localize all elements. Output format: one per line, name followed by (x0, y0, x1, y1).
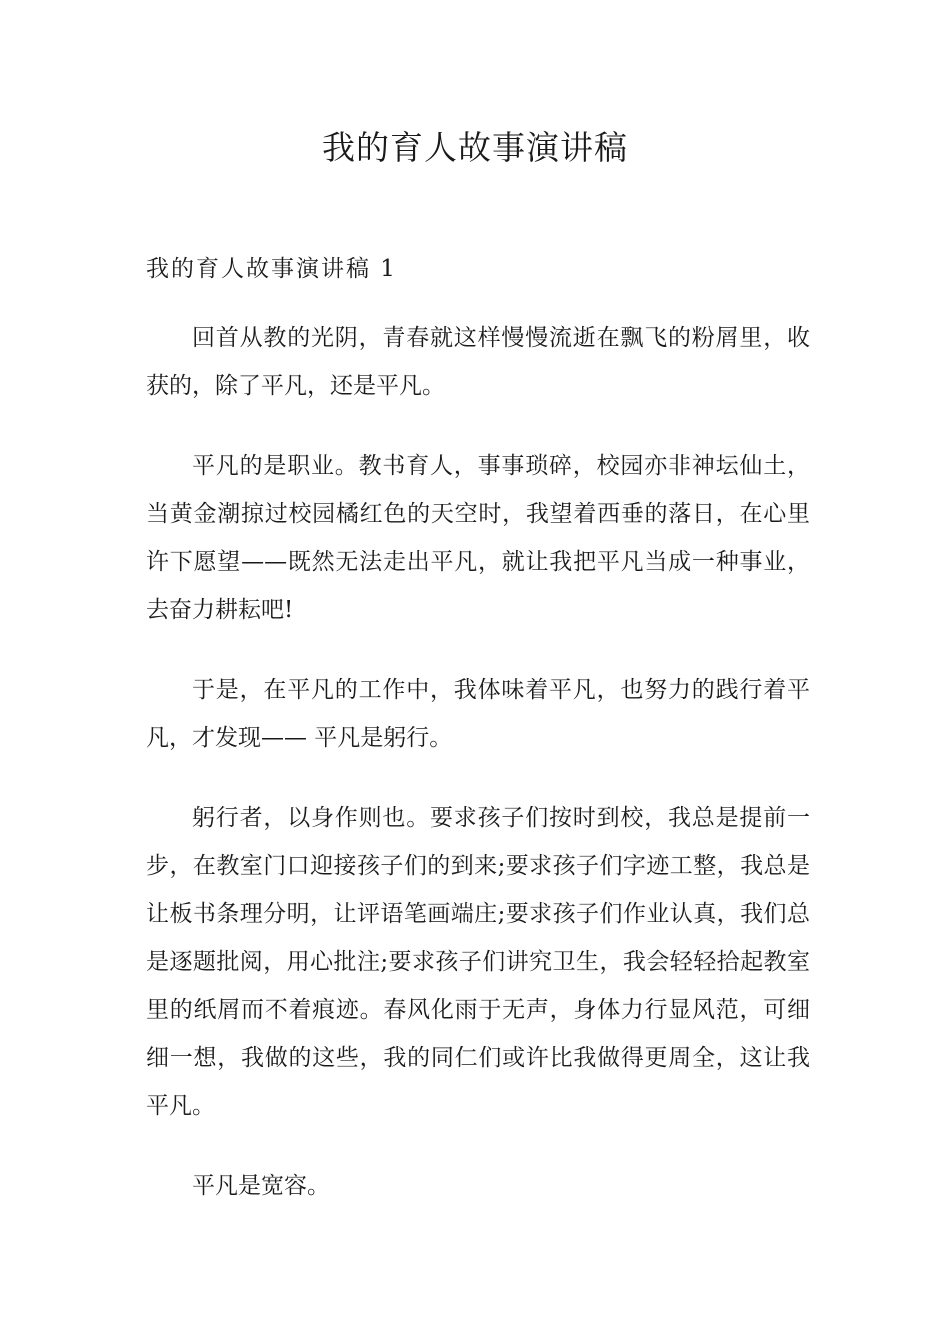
paragraph-5: 平凡是宽容。 (192, 1173, 330, 1199)
paragraph-2: 平凡的是职业。教书育人，事事琐碎，校园亦非神坛仙土，当黄金潮掠过校园橘红色的天空时，我望着西垂的落日，在心里许下愿望——既然无法走出平凡，就让我把平凡当成一种事业，去奋力耕耘吧! (146, 453, 810, 623)
paragraph-1: 回首从教的光阴，青春就这样慢慢流逝在飘飞的粉屑里，收获的，除了平凡，还是平凡。 (146, 325, 810, 399)
paragraph-4: 躬行者，以身作则也。要求孩子们按时到校，我总是提前一步，在教室门口迎接孩子们的到来;要求孩子们字迹工整，我总是让板书条理分明，让评语笔画端庄;要求孩子们作业认真，我们总是逐题批阅，用心批注;要求孩子们讲究卫生，我会轻轻拾起教室里的纸屑而不着痕迹。春风化雨于无声，身体力行显风范，可细细一想，我做的这些，我的同仁们或许比我做得更周全，这让我平凡。 (146, 805, 810, 1119)
document-title: 我的育人故事演讲稿 (322, 128, 628, 167)
section-heading: 我的育人故事演讲稿 1 (146, 256, 397, 282)
paragraph-3: 于是，在平凡的工作中，我体味着平凡，也努力的践行着平凡，才发现—— 平凡是躬行。 (146, 677, 810, 751)
document-body (146, 314, 810, 1242)
